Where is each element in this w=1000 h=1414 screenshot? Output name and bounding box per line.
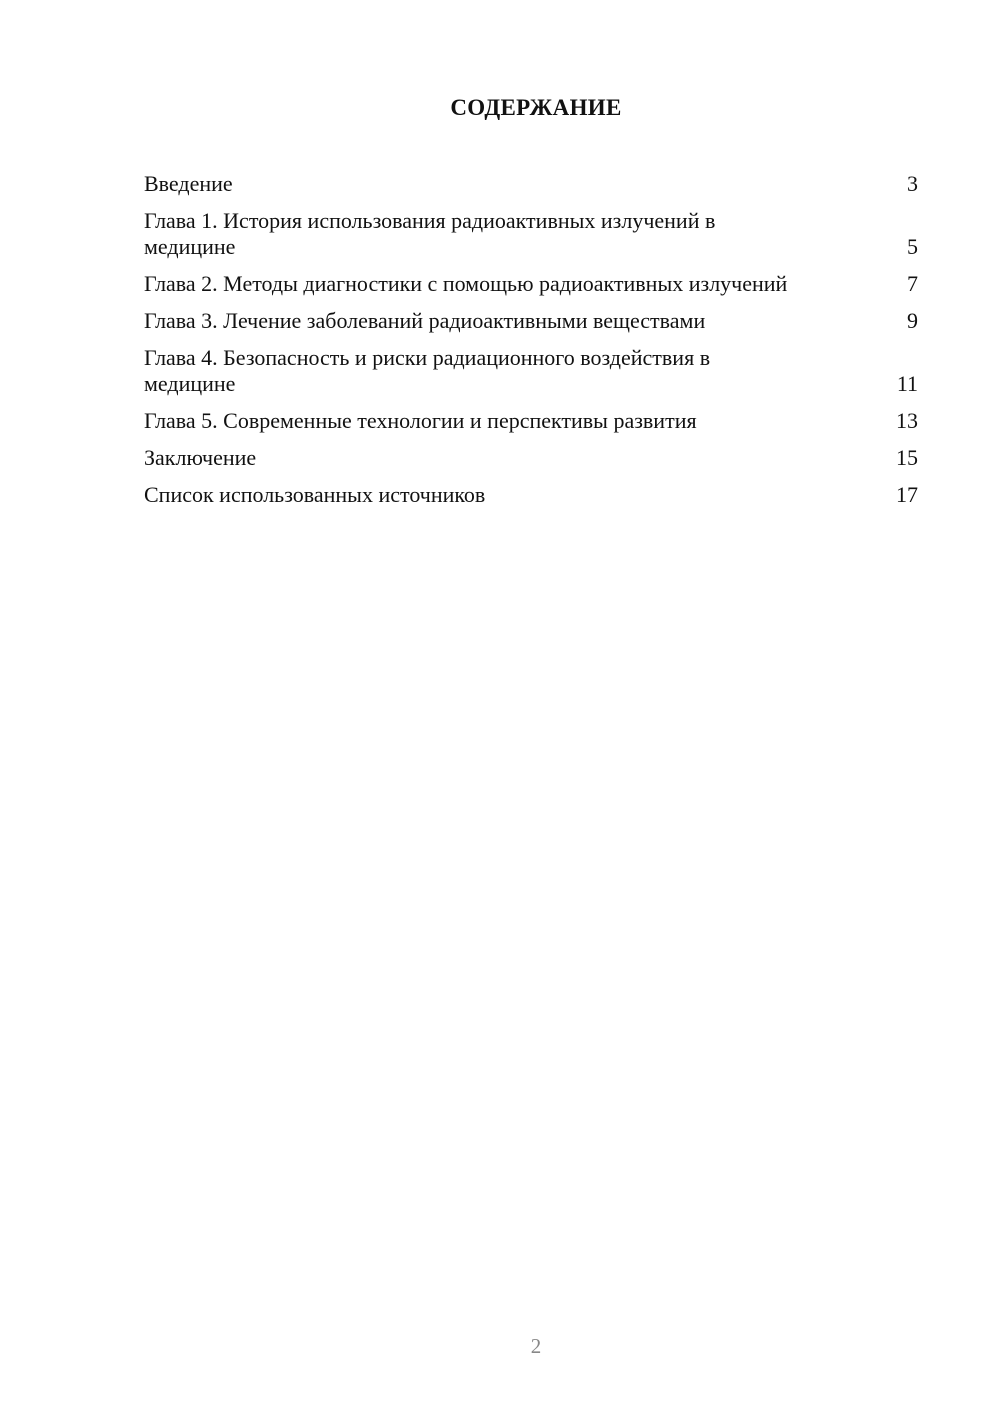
toc-entry-title: Глава 2. Методы диагностики с помощью радиоактивных излучений xyxy=(144,271,788,296)
page-title: СОДЕРЖАНИЕ xyxy=(450,95,622,120)
toc-entry-title: Глава 4. Безопасность и риски радиационного воздействия в медицине xyxy=(144,345,711,396)
toc-entry-page: 3 xyxy=(907,171,918,196)
toc-entry-title: Заключение xyxy=(144,445,257,470)
toc-entry-page: 9 xyxy=(907,308,918,333)
toc-entry-page: 13 xyxy=(896,408,918,433)
toc-entry-title: Введение xyxy=(144,171,233,196)
toc-entry-introduction xyxy=(144,171,918,197)
toc-entry-chapter-2 xyxy=(144,271,918,297)
toc-entry-chapter-4 xyxy=(144,345,918,397)
toc-entry-chapter-5 xyxy=(144,408,918,434)
toc-entry-page: 5 xyxy=(907,234,918,259)
toc-entry-conclusion xyxy=(144,445,918,471)
toc-entry-title: Список использованных источников xyxy=(144,482,486,507)
toc-entry-page: 15 xyxy=(896,445,918,470)
toc-entry-title: Глава 5. Современные технологии и перспективы развития xyxy=(144,408,697,433)
table-of-contents xyxy=(144,171,918,519)
toc-entry-references xyxy=(144,482,918,508)
toc-entry-page: 17 xyxy=(896,482,918,507)
toc-entry-chapter-1 xyxy=(144,208,918,260)
toc-entry-title: Глава 1. История использования радиоактивных излучений в медицине xyxy=(144,208,716,259)
toc-entry-chapter-3 xyxy=(144,308,918,334)
toc-entry-page: 11 xyxy=(896,371,918,396)
toc-entry-title: Глава 3. Лечение заболеваний радиоактивными веществами xyxy=(144,308,706,333)
page-number: 2 xyxy=(530,1334,542,1358)
toc-entry-page: 7 xyxy=(907,271,918,296)
